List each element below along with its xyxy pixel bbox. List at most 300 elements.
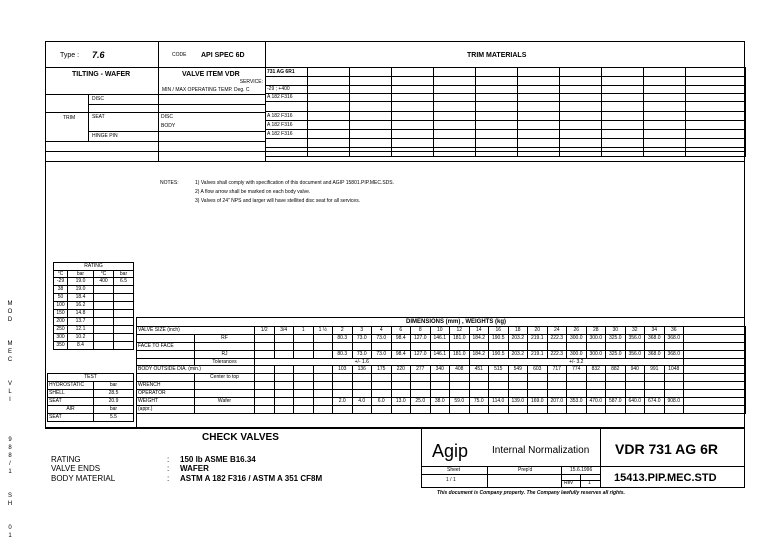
- rating-cell: [114, 318, 134, 326]
- rating-row: [54, 278, 134, 286]
- dim-cell: 325.0: [606, 335, 626, 343]
- dim-cell: [372, 343, 392, 351]
- check-valves-title: CHECK VALVES: [202, 432, 279, 443]
- rating-cell: 150: [54, 310, 68, 318]
- dim-cell: 300.0: [586, 351, 606, 359]
- colon: :: [167, 455, 170, 464]
- dim-cell: [508, 406, 528, 414]
- dim-cell: +/- 1.6: [255, 359, 470, 366]
- dim-cell: [547, 382, 567, 390]
- dim-cell: [255, 351, 275, 359]
- dim-cell: [430, 374, 450, 382]
- dim-cell: [469, 390, 489, 398]
- colon: :: [167, 474, 170, 483]
- dim-cell: [352, 406, 372, 414]
- rating-row: [54, 310, 134, 318]
- dim-row-sublabel: [195, 382, 255, 390]
- rating-header: bar: [68, 271, 94, 278]
- test-cell: 28.5: [94, 390, 134, 398]
- rating-cell: [94, 286, 114, 294]
- dim-cell: [489, 406, 509, 414]
- dim-cell: [645, 406, 665, 414]
- dim-cell: 20: [528, 327, 548, 335]
- dim-cell: 515: [489, 366, 509, 374]
- seat-body-label: BODY: [161, 123, 176, 129]
- rating-cell: [114, 326, 134, 334]
- dim-cell: 38.0: [430, 398, 450, 406]
- dim-cell: 34: [645, 327, 665, 335]
- rating-cell: [114, 334, 134, 342]
- dim-cell: 908.0: [664, 398, 684, 406]
- dim-cell: [274, 382, 294, 390]
- dim-cell: 832: [586, 366, 606, 374]
- dim-cell: [333, 406, 353, 414]
- footer-valve-ends-label: VALVE ENDS: [51, 464, 101, 473]
- dim-cell: 220: [391, 366, 411, 374]
- test-row: [48, 390, 134, 398]
- rating-cell: -29: [54, 278, 68, 286]
- dim-cell: [625, 390, 645, 398]
- dim-cell: [274, 406, 294, 414]
- dim-cell: [508, 382, 528, 390]
- dim-cell: [528, 406, 548, 414]
- dim-cell: [450, 382, 470, 390]
- rating-row: [54, 302, 134, 310]
- dim-cell: [567, 382, 587, 390]
- rating-cell: 6.5: [114, 278, 134, 286]
- dim-cell: [411, 374, 431, 382]
- dim-cell: [333, 374, 353, 382]
- dim-cell: 2: [333, 327, 353, 335]
- dim-cell: [274, 343, 294, 351]
- dim-cell: 190.5: [489, 351, 509, 359]
- dim-cell: 14: [469, 327, 489, 335]
- dim-cell: 184.2: [469, 335, 489, 343]
- dim-cell: [352, 382, 372, 390]
- seat-disc-label: DISC: [161, 114, 173, 120]
- rating-cell: 100: [54, 302, 68, 310]
- dim-cell: [255, 398, 275, 406]
- trim-label: TRIM: [63, 115, 76, 121]
- dim-cell: [333, 390, 353, 398]
- internal-normalization: Internal Normalization: [492, 445, 590, 456]
- rating-cell: 38: [54, 286, 68, 294]
- dim-cell: [430, 406, 450, 414]
- dim-cell: 2.0: [333, 398, 353, 406]
- dim-cell: [450, 374, 470, 382]
- dim-cell: 73.0: [352, 335, 372, 343]
- dim-cell: 219.1: [528, 351, 548, 359]
- dim-cell: 73.0: [352, 351, 372, 359]
- dim-row-sublabel: Center to top: [195, 374, 255, 382]
- dim-cell: [664, 406, 684, 414]
- prepd-label: Prep'd: [518, 467, 533, 473]
- dim-cell: [645, 390, 665, 398]
- dim-cell: [274, 398, 294, 406]
- dim-cell: [274, 366, 294, 374]
- dim-cell: 340: [430, 366, 450, 374]
- test-cell: 20.9: [94, 398, 134, 406]
- footer-body-material-value: ASTM A 182 F316 / ASTM A 351 CF8M: [180, 474, 323, 483]
- dim-cell: 6.0: [372, 398, 392, 406]
- dim-row-sublabel: RJ: [195, 351, 255, 359]
- test-cell: SEAT: [48, 398, 94, 406]
- dim-cell: 203.2: [508, 351, 528, 359]
- dim-cell: 325.0: [606, 351, 626, 359]
- dim-cell: 549: [508, 366, 528, 374]
- dim-cell: [255, 335, 275, 343]
- dim-cell: 75.0: [469, 398, 489, 406]
- dim-cell: 114.0: [489, 398, 509, 406]
- dim-cell: [274, 390, 294, 398]
- dim-cell: [625, 343, 645, 351]
- dim-cell: [508, 374, 528, 382]
- std-code: 15413.PIP.MEC.STD: [614, 472, 717, 484]
- test-cell: SHELL: [48, 390, 94, 398]
- dim-cell: 73.0: [372, 335, 392, 343]
- colon: :: [167, 464, 170, 473]
- dimensions-row: [137, 327, 746, 335]
- dim-cell: 103: [333, 366, 353, 374]
- rating-cell: 300: [54, 334, 68, 342]
- dim-cell: 1/2: [255, 327, 275, 335]
- dim-cell: 28: [586, 327, 606, 335]
- rating-cell: [114, 302, 134, 310]
- dim-cell: [313, 382, 333, 390]
- dim-cell: [391, 382, 411, 390]
- rating-cell: [114, 286, 134, 294]
- dim-cell: [469, 374, 489, 382]
- dim-cell: 991: [645, 366, 665, 374]
- header-divider: [158, 41, 159, 161]
- rating-header: °C: [54, 271, 68, 278]
- dim-cell: 353.0: [567, 398, 587, 406]
- dim-row-label: [137, 335, 195, 343]
- rating-header: °C: [94, 271, 114, 278]
- dim-cell: [547, 406, 567, 414]
- rev-value: 1: [588, 480, 591, 486]
- rating-cell: [94, 318, 114, 326]
- dim-cell: 127.0: [411, 335, 431, 343]
- dim-cell: [430, 382, 450, 390]
- dim-cell: [567, 374, 587, 382]
- rev-label: Rev: [564, 480, 573, 486]
- dim-cell: 222.3: [547, 335, 567, 343]
- dim-cell: [372, 406, 392, 414]
- dim-cell: 10: [430, 327, 450, 335]
- dim-cell: [391, 406, 411, 414]
- dim-cell: [411, 382, 431, 390]
- dim-cell: 222.3: [547, 351, 567, 359]
- dimensions-row: [137, 366, 746, 374]
- dim-cell: [255, 390, 275, 398]
- dim-cell: [664, 382, 684, 390]
- dim-cell: [567, 390, 587, 398]
- dim-cell: [391, 390, 411, 398]
- dim-cell: 882: [606, 366, 626, 374]
- dim-cell: 277: [411, 366, 431, 374]
- dim-cell: [489, 382, 509, 390]
- dim-cell: [294, 366, 314, 374]
- dim-cell: 127.0: [411, 351, 431, 359]
- seat-disc-value: A 182 F316: [266, 112, 308, 121]
- dim-row-sublabel: [195, 343, 255, 351]
- dim-cell: 98.4: [391, 351, 411, 359]
- dim-cell: [489, 343, 509, 351]
- test-cell: HYDROSTATIC: [48, 382, 94, 390]
- dim-cell: 300.0: [567, 335, 587, 343]
- dim-cell: [352, 343, 372, 351]
- dim-cell: 368.0: [664, 351, 684, 359]
- valve-item-code: 731 AG 6R1: [266, 68, 308, 77]
- dim-cell: [528, 390, 548, 398]
- dim-row-label: VALVE SIZE (inch): [137, 327, 255, 335]
- trim-materials-grid: [265, 67, 746, 157]
- note-line-2: 2) A flow arrow shall be marked on each body valve.: [195, 189, 311, 195]
- dim-cell: [469, 343, 489, 351]
- disc-value: A 182 F316: [266, 94, 308, 102]
- dim-cell: [411, 406, 431, 414]
- dimensions-row: [137, 351, 746, 359]
- sheet-label: Sheet: [447, 467, 461, 473]
- test-cell: bar: [94, 406, 134, 414]
- dim-cell: [508, 343, 528, 351]
- rating-title: RATING: [54, 263, 134, 271]
- dim-cell: 368.0: [664, 335, 684, 343]
- dim-cell: [294, 398, 314, 406]
- dim-cell: 32: [625, 327, 645, 335]
- dim-cell: [411, 390, 431, 398]
- dim-cell: [664, 374, 684, 382]
- code-label: CODE: [172, 52, 187, 58]
- dim-cell: 300.0: [567, 351, 587, 359]
- dim-cell: [469, 406, 489, 414]
- dim-cell: [625, 406, 645, 414]
- dim-cell: 603: [528, 366, 548, 374]
- side-margin-text: M O D M E C V L I 9 8 8 / 1 S H 0 1: [7, 301, 13, 539]
- dimensions-title: DIMENSIONS (mm) , WEIGHTS (kg): [406, 319, 507, 325]
- dim-cell: 940: [625, 366, 645, 374]
- dim-cell: [586, 343, 606, 351]
- test-row: [48, 382, 134, 390]
- dim-cell: [352, 374, 372, 382]
- dim-cell: [528, 382, 548, 390]
- dim-cell: 470.0: [586, 398, 606, 406]
- test-title: TEST: [48, 374, 134, 382]
- dim-cell: [586, 382, 606, 390]
- tilting-wafer: TILTING - WAFER: [72, 71, 131, 78]
- dim-row-label: WRENCH: [137, 382, 195, 390]
- rating-cell: [114, 310, 134, 318]
- dim-cell: [664, 343, 684, 351]
- dim-row-sublabel: RF: [195, 335, 255, 343]
- test-cell: 5.5: [94, 414, 134, 422]
- rating-cell: 19.0: [68, 286, 94, 294]
- rating-cell: 14.8: [68, 310, 94, 318]
- dim-cell: 1: [294, 327, 314, 335]
- dim-cell: 16: [489, 327, 509, 335]
- dim-cell: 356.0: [625, 351, 645, 359]
- dim-row-sublabel: [195, 406, 255, 414]
- test-table: [47, 373, 134, 422]
- dim-cell: 26: [567, 327, 587, 335]
- dim-cell: [313, 398, 333, 406]
- dim-cell: [586, 374, 606, 382]
- test-row: [48, 414, 134, 422]
- dim-cell: 80.3: [333, 351, 353, 359]
- dim-cell: 18: [508, 327, 528, 335]
- sheet-value: 1 / 1: [446, 477, 456, 483]
- dim-cell: [313, 390, 333, 398]
- rating-row: [54, 318, 134, 326]
- dim-cell: [313, 374, 333, 382]
- dim-cell: [274, 335, 294, 343]
- dim-cell: [411, 343, 431, 351]
- dim-cell: 6: [391, 327, 411, 335]
- dim-cell: [469, 382, 489, 390]
- rating-row: [54, 326, 134, 334]
- dim-cell: +/- 3.2: [469, 359, 684, 366]
- agip-logo-text: Agip: [432, 441, 469, 461]
- dimensions-row: [137, 359, 746, 366]
- dim-cell: [294, 343, 314, 351]
- dimensions-row: [137, 343, 746, 351]
- dim-cell: [255, 406, 275, 414]
- dim-cell: [294, 406, 314, 414]
- rating-cell: [114, 294, 134, 302]
- dim-cell: [255, 343, 275, 351]
- note-line-3: 3) Valves of 24" NPS and larger will have stellited disc seat for all services.: [195, 198, 361, 204]
- dim-cell: 146.1: [430, 335, 450, 343]
- dim-cell: [352, 390, 372, 398]
- dim-cell: [294, 351, 314, 359]
- dim-cell: 774: [567, 366, 587, 374]
- dim-cell: [313, 351, 333, 359]
- dim-cell: [547, 390, 567, 398]
- dim-cell: [450, 343, 470, 351]
- test-row: [48, 398, 134, 406]
- dim-cell: [547, 374, 567, 382]
- disc-label: DISC: [92, 96, 104, 102]
- rating-cell: [94, 334, 114, 342]
- rating-cell: 16.2: [68, 302, 94, 310]
- dim-cell: 181.0: [450, 335, 470, 343]
- dim-cell: 4.0: [352, 398, 372, 406]
- dim-cell: [372, 382, 392, 390]
- rating-cell: [94, 326, 114, 334]
- dim-cell: 25.0: [411, 398, 431, 406]
- test-cell: SEAT: [48, 414, 94, 422]
- date-value: 15.6.1996: [570, 467, 593, 473]
- valve-item-label: VALVE ITEM VDR: [182, 71, 240, 78]
- dim-cell: [255, 366, 275, 374]
- dim-cell: [294, 382, 314, 390]
- dim-cell: [645, 374, 665, 382]
- dim-cell: 674.0: [645, 398, 665, 406]
- rating-cell: [94, 294, 114, 302]
- dim-cell: [333, 382, 353, 390]
- dimensions-row: [137, 406, 746, 414]
- type-label: Type :: [60, 52, 80, 59]
- test-row: [48, 406, 134, 414]
- dim-cell: 717: [547, 366, 567, 374]
- dim-row-sublabel: Wafer: [195, 398, 255, 406]
- dim-cell: [606, 406, 626, 414]
- dim-cell: [372, 374, 392, 382]
- dim-cell: [567, 406, 587, 414]
- dim-cell: [391, 374, 411, 382]
- rating-row: [54, 342, 134, 350]
- dim-cell: [372, 390, 392, 398]
- dim-cell: [430, 390, 450, 398]
- rating-cell: 350: [54, 342, 68, 350]
- dim-cell: 184.2: [469, 351, 489, 359]
- dim-cell: 30: [606, 327, 626, 335]
- dim-cell: 4: [372, 327, 392, 335]
- dim-cell: 1 ½: [313, 327, 333, 335]
- dim-row-label: (appr.): [137, 406, 195, 414]
- rating-row: [54, 294, 134, 302]
- dim-row-label: [137, 351, 195, 359]
- rating-cell: 13.7: [68, 318, 94, 326]
- dim-cell: 181.0: [450, 351, 470, 359]
- dim-cell: 1048: [664, 366, 684, 374]
- dim-cell: 368.0: [645, 351, 665, 359]
- dim-row-label: BODY OUTSIDE DIA. (min.): [137, 366, 255, 374]
- dim-cell: [333, 343, 353, 351]
- rating-cell: 200: [54, 318, 68, 326]
- dim-cell: [450, 406, 470, 414]
- dim-cell: [255, 374, 275, 382]
- rating-cell: 50: [54, 294, 68, 302]
- dim-cell: 408: [450, 366, 470, 374]
- dim-cell: [313, 343, 333, 351]
- dim-cell: [294, 390, 314, 398]
- dim-cell: 207.0: [547, 398, 567, 406]
- dim-cell: [450, 390, 470, 398]
- dim-cell: 24: [547, 327, 567, 335]
- dim-cell: 640.0: [625, 398, 645, 406]
- dim-cell: 219.1: [528, 335, 548, 343]
- dim-row-label: WEIGHT: [137, 398, 195, 406]
- dim-cell: [274, 374, 294, 382]
- seat-body-value: A 182 F316: [266, 121, 308, 130]
- dim-cell: [606, 382, 626, 390]
- dim-cell: 175: [372, 366, 392, 374]
- dimensions-row: [137, 382, 746, 390]
- test-cell: bar: [94, 382, 134, 390]
- dim-cell: 8: [411, 327, 431, 335]
- temp-label: MIN / MAX OPERATING TEMP. Deg. C: [162, 87, 250, 93]
- rating-header: bar: [114, 271, 134, 278]
- dim-cell: 368.0: [645, 335, 665, 343]
- dim-cell: 12: [450, 327, 470, 335]
- dim-cell: 169.0: [528, 398, 548, 406]
- dim-cell: 139.0: [508, 398, 528, 406]
- dim-cell: 203.2: [508, 335, 528, 343]
- dim-cell: [294, 335, 314, 343]
- dim-cell: 13.0: [391, 398, 411, 406]
- dim-cell: [313, 406, 333, 414]
- dim-cell: [313, 335, 333, 343]
- rating-cell: [114, 342, 134, 350]
- dimensions-row: [137, 390, 746, 398]
- footer-rating-value: 150 lb ASME B16.34: [180, 455, 256, 464]
- dim-cell: [430, 343, 450, 351]
- dimensions-table: [136, 326, 746, 414]
- dim-cell: [645, 382, 665, 390]
- dim-cell: [625, 374, 645, 382]
